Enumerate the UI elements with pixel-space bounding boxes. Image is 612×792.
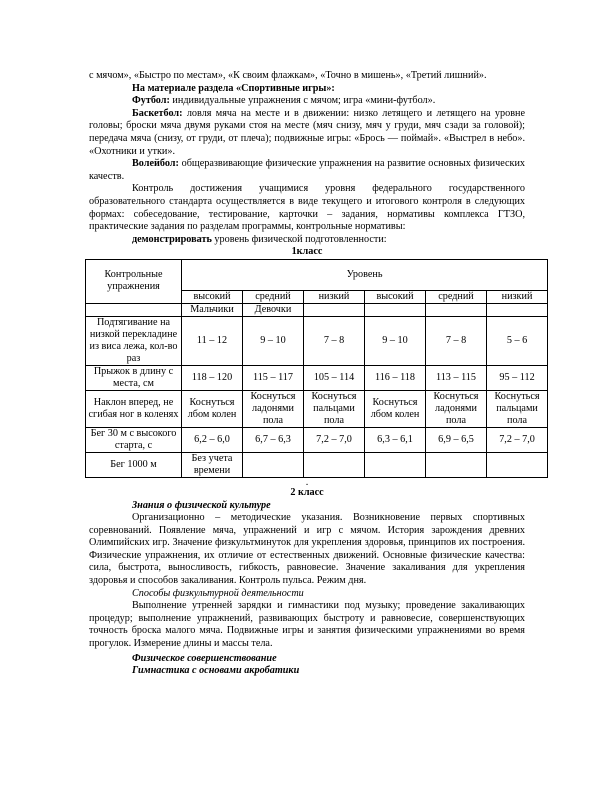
table-cell [426, 452, 487, 477]
level-cell: высокий [182, 290, 243, 303]
table-cell: 9 – 10 [243, 316, 304, 365]
table-cell: 7,2 – 7,0 [304, 427, 365, 452]
empty-cell [365, 303, 426, 316]
table-cell: 11 – 12 [182, 316, 243, 365]
table-cell [487, 452, 548, 477]
volleyball-paragraph: Волейбол: общеразвивающие физические упражнения на развитие основных физических качеств. [89, 158, 525, 182]
table-row [86, 452, 548, 477]
control-paragraph: Контроль достижения учащимися уровня федерального государственного образовательного стандарта осуществляется в виде текущего и итогового контроля в следующих формах: собеседование, тестирование, карточки – задания, нормативы комплекса ГТЗО, практические задания по разделам программы, контрольные нормативы: [89, 183, 525, 233]
empty-cell [86, 303, 182, 316]
table-cell: 115 – 117 [243, 365, 304, 390]
level-cell: средний [426, 290, 487, 303]
boys-cell: Мальчики [182, 303, 243, 316]
table-header-level: Уровень [182, 259, 548, 290]
table-cell: 105 – 114 [304, 365, 365, 390]
level-cell: высокий [365, 290, 426, 303]
table-cell: 6,2 – 6,0 [182, 427, 243, 452]
empty-cell [426, 303, 487, 316]
table-cell [243, 452, 304, 477]
exercise-name: Наклон вперед, не сгибая ног в коленях [86, 390, 182, 427]
girls-cell: Девочки [243, 303, 304, 316]
knowledge-paragraph: Организационно – методические указания. Возникновение первых спортивных соревнований. Появление мяча, упражнений и игр с мячом. История зарождения древних Олимпийских игр. Значение физкультминуток для укрепления здоровья, принципов их построения. Физические упражнения, их отличие от естественных движений. Основные физические качества: сила, быстрота, выносливость, гибкость, равновесие. Значение закаливания для укрепления здоровья и способов закаливания. Контроль пульса. Режим дня. [89, 512, 525, 587]
level-cell: низкий [304, 290, 365, 303]
table-cell: Коснуться ладонями пола [426, 390, 487, 427]
table-cell: 7,2 – 7,0 [487, 427, 548, 452]
exercise-name: Прыжок в длину с места, см [86, 365, 182, 390]
table-cell: 113 – 115 [426, 365, 487, 390]
table-cell: 7 – 8 [304, 316, 365, 365]
empty-cell [304, 303, 365, 316]
level-cell: средний [243, 290, 304, 303]
table-cell: Коснуться лбом колен [182, 390, 243, 427]
dot-mark: . [305, 476, 309, 488]
demonstrate-line: демонстрировать уровень физической подготовленности: [132, 233, 387, 245]
document-page [88, 70, 540, 678]
grade1-title: 1класс [291, 246, 323, 258]
table-cell: Коснуться пальцами пола [487, 390, 548, 427]
sport-games-heading: На материале раздела «Спортивные игры»: [132, 82, 335, 94]
table-row [86, 316, 548, 365]
football-paragraph: Футбол: индивидуальные упражнения с мячом; игра «мини-футбол». [132, 95, 436, 107]
table-cell: Без учета времени [182, 452, 243, 477]
knowledge-heading: Знания о физической культуре [132, 499, 271, 511]
basketball-paragraph: Баскетбол: ловля мяча на месте и в движении: низко летящего и летящего на уровне головы; броски мяча двумя руками стоя на месте (мяч снизу, мяч у груди, мяч сзади за головой); передача мяча (снизу, от груди, от плеча); подвижные игры: «Брось — поймай». «Выстрел в небо». «Охотники и утки». [89, 107, 525, 157]
table-row [86, 365, 548, 390]
table-cell: 7 – 8 [426, 316, 487, 365]
table-cell: Коснуться лбом колен [365, 390, 426, 427]
table-cell: 6,3 – 6,1 [365, 427, 426, 452]
table-cell: 116 – 118 [365, 365, 426, 390]
exercise-name: Бег 30 м с высокого старта, с [86, 427, 182, 452]
exercise-name: Бег 1000 м [86, 452, 182, 477]
empty-cell [487, 303, 548, 316]
methods-heading: Способы физкультурной деятельности [132, 587, 304, 599]
table-cell: 5 – 6 [487, 316, 548, 365]
improvement-heading: Физическое совершенствование [132, 652, 277, 664]
table-cell: 95 – 112 [487, 365, 548, 390]
table-row [86, 427, 548, 452]
exercise-name: Подтягивание на низкой перекладине из виса лежа, кол-во раз [86, 316, 182, 365]
intro-paragraph: с мячом», «Быстро по местам», «К своим флажкам», «Точно в мишень», «Третий лишний». [89, 70, 487, 81]
table-cell [304, 452, 365, 477]
table-cell [365, 452, 426, 477]
table-row [86, 390, 548, 427]
grade2-title: 2 класс [290, 486, 324, 498]
table-header-exercises: Контрольные упражнения [86, 259, 182, 303]
level-cell: низкий [487, 290, 548, 303]
table-cell: 6,7 – 6,3 [243, 427, 304, 452]
norms-table [85, 259, 548, 478]
table-cell: 9 – 10 [365, 316, 426, 365]
table-cell: Коснуться пальцами пола [304, 390, 365, 427]
table-cell: Коснуться ладонями пола [243, 390, 304, 427]
methods-paragraph: Выполнение утренней зарядки и гимнастики под музыку; проведение закаливающих процедур; выполнение упражнений, развивающих быстроту и равновесие, совершенствующих точность броска малого мяча. Подвижные игры и занятия физическими упражнениями во время прогулок. Измерение длины и массы тела. [89, 600, 525, 650]
table-cell: 118 – 120 [182, 365, 243, 390]
gymnastics-heading: Гимнастика с основами акробатики [132, 665, 300, 677]
table-cell: 6,9 – 6,5 [426, 427, 487, 452]
